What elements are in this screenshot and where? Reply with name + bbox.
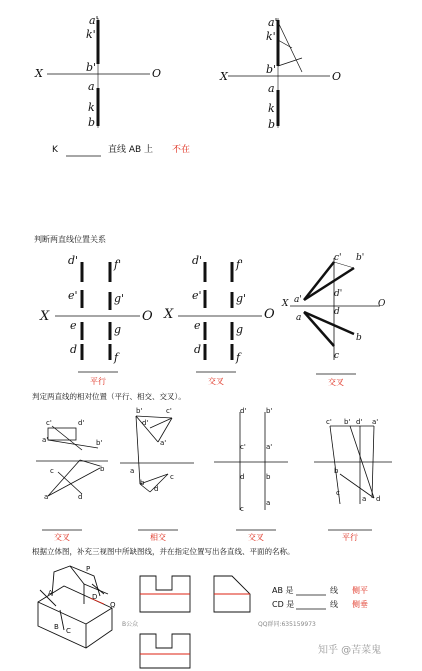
s2-answer-3: 交叉 (328, 378, 344, 387)
s3f2-label: b (140, 479, 145, 487)
axis-o: O (332, 70, 342, 83)
cd-line-answer: 侧垂 (352, 600, 368, 609)
s3f4-label: b' (344, 418, 351, 426)
s3f1-label: c (50, 467, 54, 475)
s3f1-label: b' (96, 439, 103, 447)
label-g-prime: g' (114, 292, 125, 305)
section3-title: 判定两直线的相对位置（平行、相交、交叉）。 (32, 392, 186, 401)
s4-top-view (140, 634, 190, 668)
axis-x: X (40, 309, 50, 324)
axis-x: X (220, 70, 228, 83)
label-b: b (356, 333, 362, 343)
iso-label: C (66, 627, 71, 635)
s3f3-label: c (240, 505, 244, 513)
label-b: b (88, 116, 96, 129)
cd-line-suffix: 线 (330, 600, 338, 609)
iso-label: A (48, 589, 53, 597)
question-suffix: 直线 AB 上 (108, 145, 154, 155)
s3f4-label: a (362, 495, 367, 503)
s3f3-label: c' (240, 443, 246, 451)
label-e: e (194, 319, 201, 332)
iso-label: D (92, 593, 98, 601)
section4-title: 根据立体图，补充三视图中所缺图线，并在指定位置写出各直线、平面的名称。 (32, 547, 295, 556)
label-a: a (296, 313, 302, 323)
label-a-prime: a' (294, 295, 302, 305)
s3f2-label: a' (160, 439, 167, 447)
s2-figure-1 (55, 262, 140, 372)
question-prefix: K (52, 145, 58, 155)
s3-figure-3 (214, 412, 288, 530)
label-f: f (114, 351, 119, 364)
s3f2-label: a (130, 467, 135, 475)
s3f3-label: a' (266, 443, 273, 451)
label-k-prime: k' (266, 30, 276, 43)
label-g-prime: g' (236, 292, 247, 305)
s3f1-label: b (100, 465, 105, 473)
label-b-prime: b' (356, 253, 365, 263)
s3f2-label: c (170, 473, 174, 481)
label-c-prime: c' (334, 253, 342, 263)
label-e-prime: e' (68, 289, 78, 302)
watermark-3: 知乎 @苦菜鬼 (318, 645, 382, 656)
s3f2-label: d' (142, 419, 149, 427)
s3f3-label: a (266, 499, 271, 507)
axis-o: O (152, 67, 162, 80)
s3f3-label: d (240, 473, 245, 481)
top-figure-2 (228, 18, 330, 131)
label-e: e (70, 319, 77, 332)
label-k: k (268, 102, 275, 115)
axis-o: O (264, 307, 275, 322)
s2-answer-2: 交叉 (208, 377, 224, 386)
s3f2-label: d (154, 485, 159, 493)
section2-title: 判断两直线位置关系 (34, 235, 106, 244)
s4-isometric-drawing (38, 566, 112, 648)
s3f2-label: b' (136, 407, 143, 415)
watermark-2: QQ群同:635159973 (258, 621, 316, 628)
label-b: b (268, 118, 276, 131)
label-b-prime: b' (266, 63, 277, 76)
question-answer: 不在 (172, 145, 191, 155)
axis-o: O (142, 309, 153, 324)
ab-line-answer: 侧平 (352, 586, 368, 595)
s3f1-label: d (78, 493, 83, 501)
s3f4-label: c' (326, 418, 332, 426)
label-f: f (236, 351, 241, 364)
s4-front-view (140, 576, 190, 612)
s3f2-label: c' (166, 407, 172, 415)
label-f-prime: f' (114, 258, 122, 271)
label-d-prime: d' (68, 254, 79, 267)
s3f4-label: a' (372, 418, 379, 426)
label-e-prime: e' (192, 289, 202, 302)
label-g: g (236, 323, 244, 336)
s3f4-label: d' (356, 418, 363, 426)
s3f1-label: d' (78, 419, 85, 427)
label-f-prime: f' (236, 258, 244, 271)
s3f4-label: d (376, 495, 381, 503)
axis-x: X (282, 299, 289, 309)
s3f3-label: b (266, 473, 271, 481)
label-d-prime: d' (334, 289, 343, 299)
s3f3-label: d' (240, 407, 247, 415)
label-k: k (88, 101, 95, 114)
s3-answer-1: 交叉 (54, 533, 70, 542)
s2-figure-2 (178, 262, 262, 372)
label-g: g (114, 323, 122, 336)
label-b-prime: b' (86, 61, 97, 74)
axis-x: X (35, 67, 43, 80)
s3f1-label: c' (46, 419, 52, 427)
label-d: d (334, 307, 340, 317)
s3f3-label: b' (266, 407, 273, 415)
s2-answer-1: 平行 (90, 377, 106, 386)
s3-answer-4: 平行 (342, 533, 358, 542)
label-a: a (88, 80, 95, 93)
label-a: a (268, 82, 275, 95)
cd-line-prefix: CD 是 (272, 600, 295, 609)
iso-label: P (86, 565, 91, 573)
ab-line-prefix: AB 是 (272, 586, 294, 595)
watermark-1: B公众 (122, 621, 139, 628)
label-d: d (70, 343, 78, 356)
label-d: d (194, 343, 202, 356)
s3f1-label: a' (42, 436, 49, 444)
iso-label: B (54, 623, 59, 631)
s3f1-label: a (44, 493, 49, 501)
s3-answer-3: 交叉 (248, 533, 264, 542)
axis-x: X (164, 307, 174, 322)
s3-figure-4 (314, 426, 392, 530)
label-a-prime: a' (89, 14, 99, 27)
s3f4-label: b (334, 467, 339, 475)
label-a-prime: a' (268, 16, 278, 29)
axis-o: O (378, 299, 386, 309)
s3-answer-2: 相交 (150, 533, 166, 542)
label-c: c (334, 351, 340, 361)
label-d-prime: d' (192, 254, 203, 267)
iso-label: Q (110, 601, 116, 609)
ab-line-suffix: 线 (330, 586, 338, 595)
s3f4-label: c (336, 489, 340, 497)
s4-side-view (214, 576, 250, 612)
label-k-prime: k' (86, 28, 96, 41)
top-figure-1 (47, 18, 150, 128)
